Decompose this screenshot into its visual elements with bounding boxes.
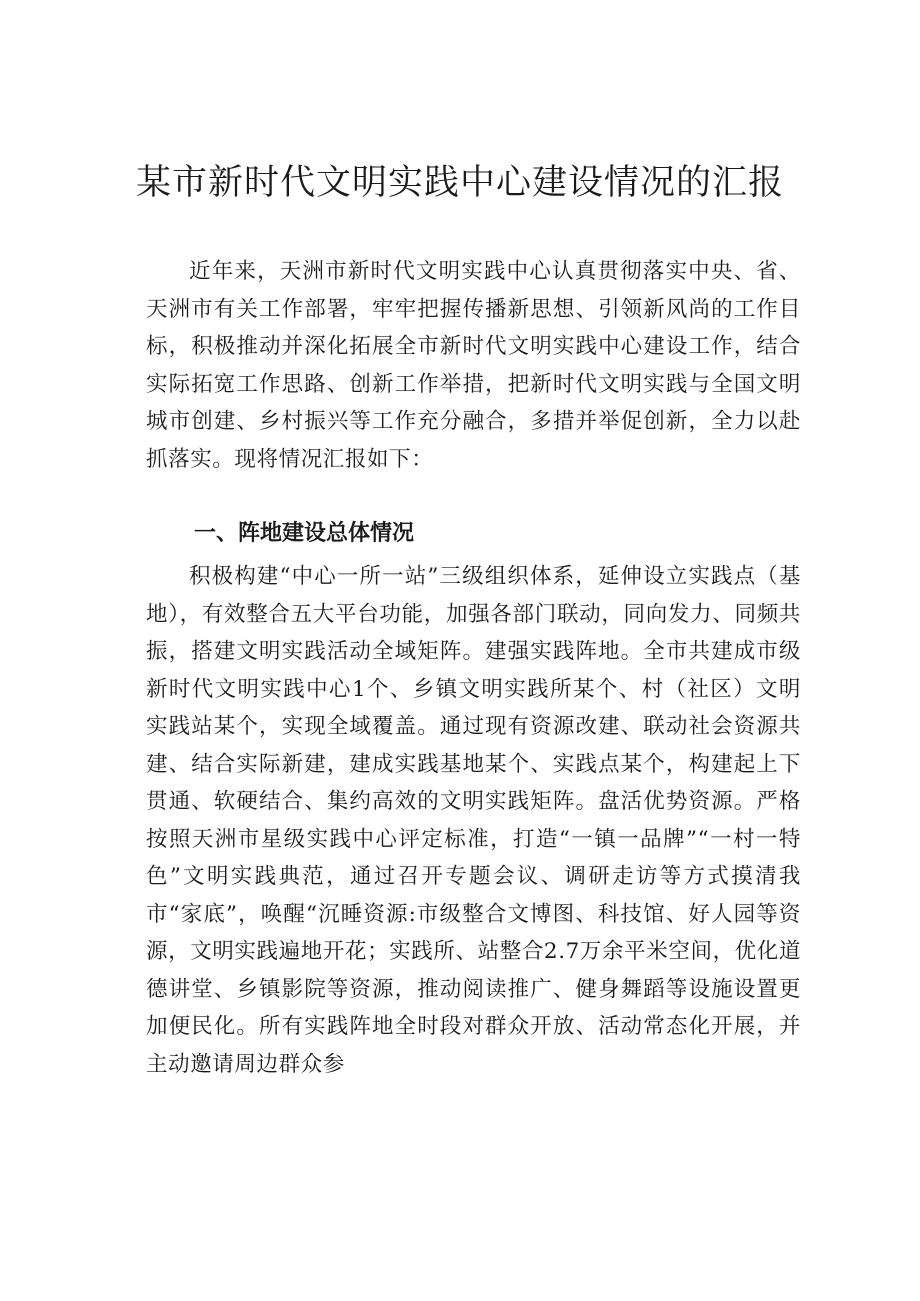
document-title: 某市新时代文明实践中心建设情况的汇报	[135, 163, 784, 203]
section-heading: 一、阵地建设总体情况	[194, 521, 415, 546]
section-paragraph: 积极构建“中心一所一站”三级组织体系，延伸设立实践点（基地），有效整合五大平台功能，加强各部门联动，同向发力、同频共振，搭建文明实践活动全域矩阵。建强实践阵地。全市共建成市级新时代文明实践中心1个、乡镇文明实践所某个、村（社区）文明实践站某个，实现全域覆盖。通过现有资源改建、联动社会资源共建、结合实际新建，建成实践基地某个、实践点某个，构建起上下贯通、软硬结合、集约高效的文明实践矩阵。盘活优势资源。严格按照天洲市星级实践中心评定标准，打造“一镇一品牌”“一村一特色”文明实践典范，通过召开专题会议、调研走访等方式摸清我市“家底”，唤醒“沉睡资源:市级整合文博图、科技馆、好人园等资源，文明实践遍地开花；实践所、站整合2.7万余平米空间，优化道德讲堂、乡镇影院等资源，推动阅读推广、健身舞蹈等设施设置更加便民化。所有实践阵地全时段对群众开放、活动常态化开展，并主动邀请周边群众参	[146, 564, 801, 1077]
intro-paragraph: 近年来，天洲市新时代文明实践中心认真贯彻落实中央、省、天洲市有关工作部署，牢牢把握传播新思想、引领新风尚的工作目标，积极推动并深化拓展全市新时代文明实践中心建设工作，结合实际拓宽工作思路、创新工作举措，把新时代文明实践与全国文明城市创建、乡村振兴等工作充分融合，多措并举促创新，全力以赴抓落实。现将情况汇报如下：	[146, 259, 801, 472]
